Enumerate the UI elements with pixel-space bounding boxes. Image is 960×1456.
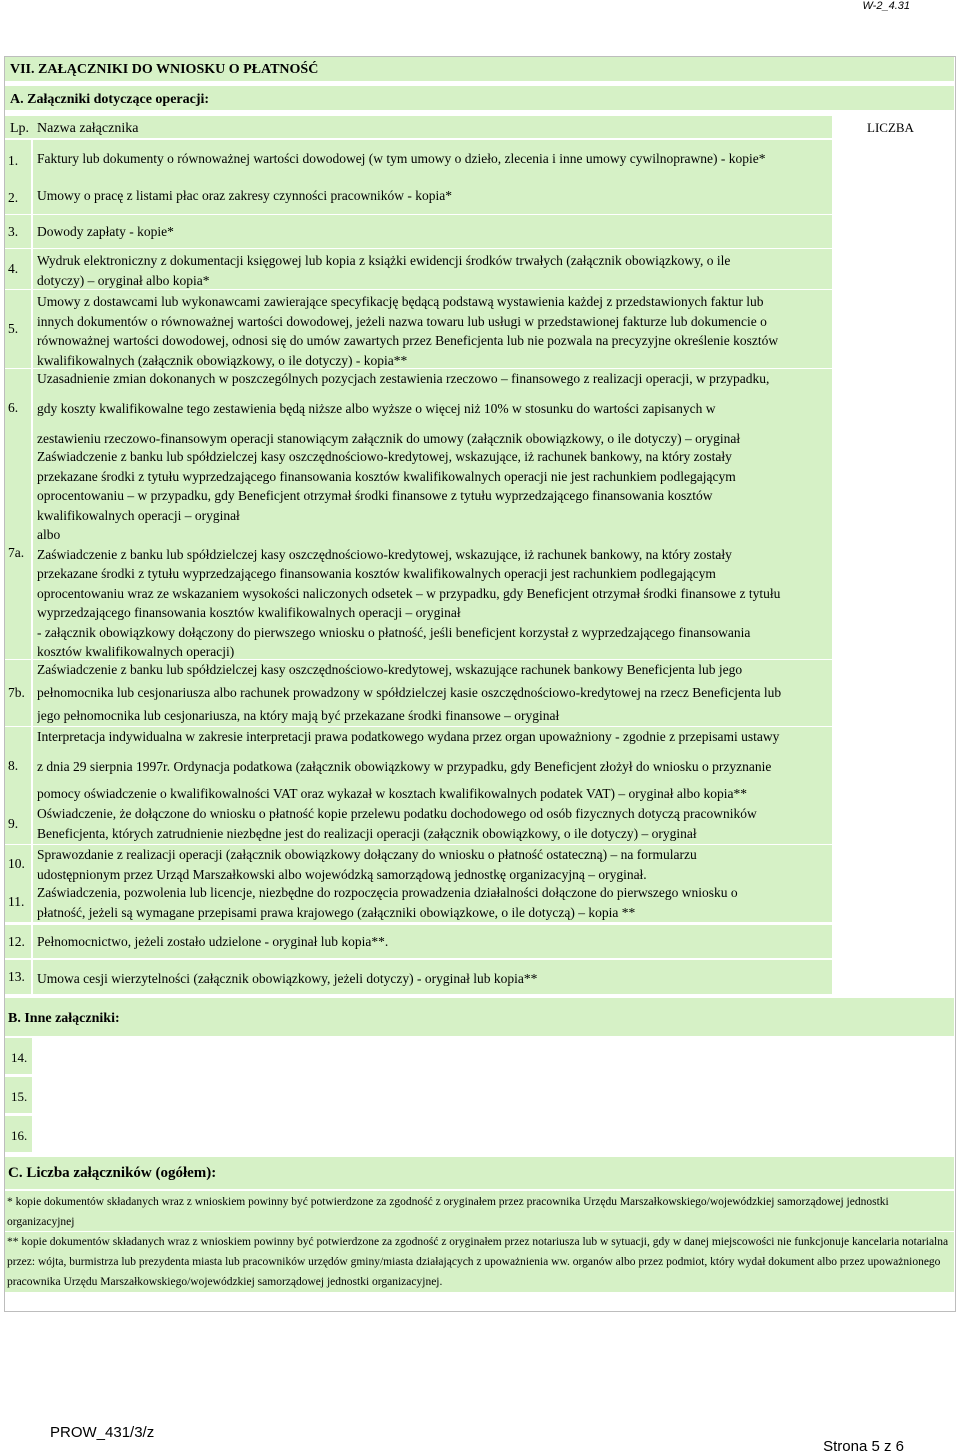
other-row-16-field[interactable]: [34, 1116, 954, 1152]
attachment-text-line: dotyczy) – oryginał albo kopia*: [37, 272, 210, 288]
col-count-header: [833, 116, 954, 138]
attachment-text-line: Faktury lub dokumenty o równoważnej wartości dowodowej (w tym umowy o dzieło, zlecenia i inne umowy cywilnoprawne) - kopie*: [37, 151, 766, 166]
attachment-text-line: wyprzedzającego finansowania kosztów kwalifikowalnych operacji – oryginał: [37, 605, 461, 620]
column-header-bar: [5, 116, 832, 138]
section-title-bar: [5, 57, 954, 81]
row-number-cell: [5, 804, 31, 844]
other-row-15-field[interactable]: [34, 1077, 954, 1113]
row-number-cell: [5, 447, 31, 659]
row-number-cell: [5, 960, 31, 994]
row-number-cell: [5, 140, 31, 182]
row-number: 3.: [8, 223, 19, 239]
attachment-text-line: Umowy z dostawcami lub wykonawcami zawierające specyfikację będącą podstawą wystawienia każdej z przedstawionych faktur lub: [37, 294, 764, 309]
attachment-text-line: Oświadczenie, że dołączone do wniosku o płatność kopie przelewu podatku dochodowego od osób fizycznych dotyczą pracowników: [37, 806, 757, 821]
attachment-text-line: Dowody zapłaty - kopie*: [37, 224, 174, 239]
attachment-row-4: [33, 249, 832, 289]
subsection-c-bar: [5, 1157, 954, 1189]
row-number: 13.: [8, 969, 25, 984]
attachment-text-line: Uzasadnienie zmian dokonanych w poszczególnych pozycjach zestawienia rzeczowo – finansowego z realizacji operacji, w przypadku,: [37, 371, 770, 386]
count-cell-10[interactable]: [833, 845, 955, 882]
subsection-c-title: C. Liczba załączników (ogółem):: [8, 1165, 217, 1181]
subsection-b-bar: [5, 998, 954, 1036]
footer-code: PROW_431/3/z: [50, 1424, 155, 1441]
row-number-cell: [5, 290, 31, 368]
attachment-text-line: równoważnej wartości dowodowej, odnosi się do umów zawartych przez Beneficjenta lub nie pozwala na precyzyjne określenie kosztów: [37, 333, 779, 348]
section-title: VII. ZAŁĄCZNIKI DO WNIOSKU O PŁATNOŚĆ: [10, 62, 319, 77]
count-cell-11[interactable]: [833, 882, 955, 922]
row-number-cell: [5, 215, 31, 248]
count-cell-9[interactable]: [833, 804, 955, 844]
other-row-14-num: 14.: [5, 1038, 32, 1074]
attachment-text-line: z dnia 29 sierpnia 1997r. Ordynacja podatkowa (załącznik obowiązkowy w przypadku, gdy Beneficjent złożył do wniosku o przyznanie: [37, 759, 772, 774]
attachment-row-3: [33, 215, 832, 248]
row-number: 1.: [8, 153, 19, 168]
attachment-text-line: przekazane środki z tytułu wyprzedzającego finansowania kosztów kwalifikowalnych operacji jest rachunkiem podlegającym: [37, 566, 716, 581]
page-number: Strona 5 z 6: [823, 1438, 904, 1455]
attachment-text-line: pełnomocnika lub cesjonariusza albo rachunek prowadzony w spółdzielczej kasie oszczędnościowo-kredytowej na rzecz Beneficjenta lub: [37, 685, 782, 700]
attachment-row-12: [33, 925, 832, 958]
attachment-text-line: jego pełnomocnika lub cesjonariusza, na który mają być przekazane środki finansowe – oryginał: [37, 708, 560, 723]
row-number-cell: [5, 882, 31, 922]
count-cell-5[interactable]: [833, 290, 955, 368]
row-number: 11.: [8, 894, 25, 909]
attachment-row-5: [33, 290, 832, 368]
attachment-row-2: [33, 181, 832, 214]
attachment-row-6: [33, 369, 832, 447]
row-number: 7b.: [8, 685, 25, 700]
attachment-text-line: Zaświadczenie z banku lub spółdzielczej kasy oszczędnościowo-kredytowej, wskazujące, iż rachunek bankowy, na który zostały: [37, 449, 732, 464]
attachment-text-line: Interpretacja indywidualna w zakresie interpretacji prawa podatkowego wydana przez organ upoważniony - zgodnie z przepisami ustawy: [37, 729, 780, 744]
count-cell-12[interactable]: [833, 925, 955, 958]
attachment-text-line: płatność, jeżeli są wymagane przepisami prawa krajowego (załączniki obowiązkowe, o ile dotyczą) – kopia **: [37, 904, 636, 920]
count-cell-1[interactable]: [833, 140, 955, 182]
subsection-a-bar: [5, 86, 954, 110]
attachment-text-line: kosztów kwalifikowalnych operacji): [37, 644, 235, 659]
other-row-15-num: 15.: [5, 1077, 32, 1113]
attachment-text-line: Sprawozdanie z realizacji operacji (załącznik obowiązkowy dołączany do wniosku o płatność ostateczną) – na formularzu: [37, 847, 697, 862]
row-number: 12.: [8, 933, 25, 949]
row-number: 7a.: [8, 545, 25, 560]
footnote-1: * kopie dokumentów składanych wraz z wnioskiem powinny być potwierdzone za zgodność z oryginałem przez pracownika Urzędu Marszałkowskiego/wojewódzkiej samorządowej jednostki organizacyjnej: [7, 1196, 889, 1228]
count-cell-3[interactable]: [833, 215, 955, 248]
count-cell-13[interactable]: [833, 960, 955, 994]
count-cell-6[interactable]: [833, 369, 955, 447]
row-number: 8.: [8, 758, 19, 773]
col-count: LICZBA: [867, 120, 914, 135]
attachment-text-line: udostępnionym przez Urząd Marszałkowski albo wojewódzką samorządową jednostkę organizacyjną – oryginał.: [37, 866, 647, 882]
attachment-text-line: oprocentowaniu – w przypadku, gdy Beneficjent otrzymał środki finansowe z tytułu wyprzedzającego finansowania kosztów: [37, 488, 713, 503]
row-number-cell: [5, 925, 31, 958]
row-number: 9.: [8, 816, 19, 831]
attachment-text-line: Zaświadczenie z banku lub spółdzielczej kasy oszczędnościowo-kredytowej, wskazujące rachunek bankowy Beneficjenta lub jego: [37, 662, 743, 677]
attachment-text-line: przekazane środki z tytułu wyprzedzającego finansowania kosztów kwalifikowalnych operacji nie jest rachunkiem podlegającym: [37, 468, 736, 484]
attachment-row-13: [33, 960, 832, 994]
attachment-text-line: Zaświadczenie z banku lub spółdzielczej kasy oszczędnościowo-kredytowej, wskazujące, iż rachunek bankowy, na który zostały: [37, 546, 732, 562]
footnote-2-box: [5, 1232, 954, 1292]
count-cell-8[interactable]: [833, 727, 955, 805]
attachment-text-line: innych dokumentów o równoważnej wartości dowodowej, jeżeli nazwa towaru lub usługi w przedstawionej fakturze lub dokumencie o: [37, 313, 767, 329]
row-number-cell: [5, 249, 31, 289]
row-number-cell: [5, 369, 31, 447]
count-cell-7a[interactable]: [833, 447, 955, 659]
subsection-b-title: B. Inne załączniki:: [8, 1011, 120, 1026]
attachment-text-line: zestawieniu rzeczowo-finansowym operacji stanowiącym załącznik do umowy (załącznik obowiązkowy, o ile dotyczy) – oryginał: [37, 431, 741, 446]
attachment-row-8: [33, 727, 832, 805]
other-row-16-num: 16.: [5, 1116, 32, 1152]
row-number: 2.: [8, 189, 19, 205]
footnote-2: ** kopie dokumentów składanych wraz z wnioskiem powinny być potwierdzone za zgodność z oryginałem przez notariusza lub w sytuacji, gdy w danej miejscowości nie funkcjonuje kancelaria notarialna przez: wójta, burmistrza lub prezydenta miasta lub pracowników urzędów gminy/miasta działających z upoważnienia ww. organów albo przez podmiot, który wydał dokument albo przez upoważnionego pracownika Urzędu Marszałkowskiego/wojewódzkiej samorządowej jednostki organizacyjnej.: [7, 1236, 949, 1288]
attachment-text-line: kwalifikowalnych (załącznik obowiązkowy, o ile dotyczy) - kopia**: [37, 352, 408, 368]
attachment-text-line: Umowa cesji wierzytelności (załącznik obowiązkowy, jeżeli dotyczy) - oryginał lub kopia**: [37, 971, 538, 986]
subsection-a-title: A. Załączniki dotyczące operacji:: [10, 92, 210, 107]
attachment-row-10: [33, 845, 832, 882]
col-lp: Lp.: [10, 121, 30, 136]
attachment-text-line: gdy koszty kwalifikowalne tego zestawienia będą niższe albo wyższe o więcej niż 10% w stosunku do wartości zapisanych w: [37, 401, 716, 416]
attachment-row-9: [33, 804, 832, 844]
row-number-cell: [5, 727, 31, 805]
row-number-cell: [5, 845, 31, 882]
row-number: 5.: [8, 321, 19, 336]
attachment-text-line: oprocentowaniu wraz ze wskazaniem wysokości naliczonych odsetek – w przypadku, gdy Beneficjent otrzymał środki finansowe z tytułu: [37, 585, 781, 601]
attachment-text-line: Wydruk elektroniczny z dokumentacji księgowej lub kopia z książki ewidencji środków trwałych (załącznik obowiązkowy, o ile: [37, 253, 731, 268]
count-cell-2[interactable]: [833, 181, 955, 214]
attachment-row-7a: [33, 447, 832, 659]
attachment-row-11: [33, 882, 832, 922]
attachment-row-7b: [33, 660, 832, 726]
row-number: 4.: [8, 261, 19, 276]
attachment-text-line: Pełnomocnictwo, jeżeli zostało udzielone - oryginał lub kopia**.: [37, 934, 389, 949]
footnote-1-box: [5, 1191, 954, 1231]
count-cell-4[interactable]: [833, 249, 955, 289]
attachment-text-line: Zaświadczenia, pozwolenia lub licencje, niezbędne do rozpoczęcia prowadzenia działalności dołączone do pierwszego wniosku o: [37, 885, 738, 900]
attachment-text-line: albo: [37, 527, 61, 542]
attachment-text-line: - załącznik obowiązkowy dołączony do pierwszego wniosku o płatność, jeśli beneficjent korzystał z wyprzedzającego finansowania: [37, 624, 751, 640]
form-code: W-2_4.31: [862, 0, 910, 12]
attachment-text-line: pomocy oświadczenie o kwalifikowalności VAT oraz wykazał w kosztach kwalifikowalnych podatek VAT) – oryginał albo kopia**: [37, 786, 747, 801]
other-row-14-field[interactable]: [34, 1038, 954, 1074]
row-number-cell: [5, 660, 31, 726]
attachment-text-line: Beneficjenta, których zatrudnienie niezbędne jest do realizacji operacji (załącznik obowiązkowy, o ile dotyczy) – oryginał: [37, 825, 697, 841]
row-number: 6.: [8, 400, 19, 415]
row-number-cell: [5, 181, 31, 214]
col-name: Nazwa załącznika: [37, 121, 139, 136]
attachment-row-1: [33, 140, 832, 182]
count-cell-7b[interactable]: [833, 660, 955, 726]
attachment-text-line: Umowy o pracę z listami płac oraz zakresy czynności pracowników - kopia*: [37, 188, 452, 203]
attachment-text-line: kwalifikowalnych operacji – oryginał: [37, 507, 240, 523]
row-number: 10.: [8, 855, 25, 871]
